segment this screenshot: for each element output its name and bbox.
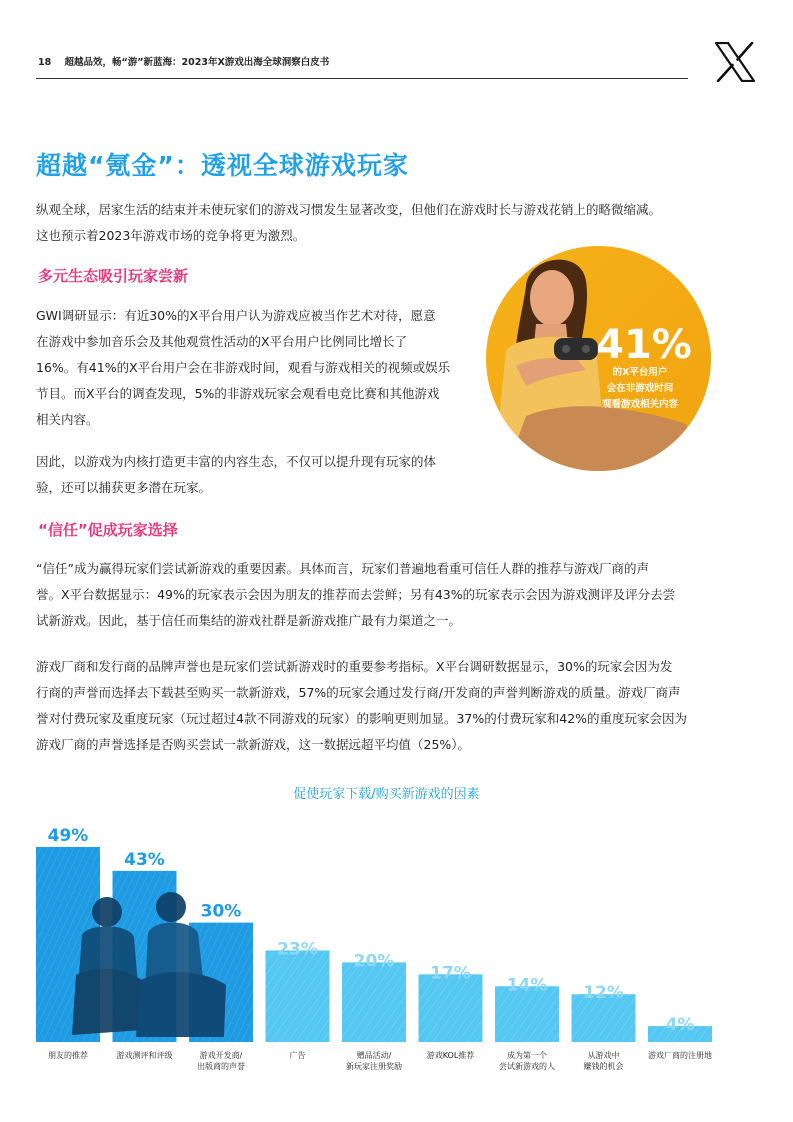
paragraph-line: 誉对付费玩家及重度玩家（玩过超过4款不同游戏的玩家）的影响更则加显。37%的付费玩家和42%的重度玩家会因为 <box>36 711 688 726</box>
callout-stat <box>486 246 711 471</box>
bar-value-label: 30% <box>200 901 242 922</box>
paragraph-line: 16%。有41%的X平台用户会在非游戏时间，观看与游戏相关的视频或娱乐 <box>36 360 451 375</box>
bar <box>342 962 406 1042</box>
paragraph-line: “信任”成为赢得玩家们尝试新游戏的重要因素。具体而言，玩家们普遍地看重可信任人群的推荐与游戏厂商的声 <box>36 561 649 576</box>
paragraph-line: 誉。X平台数据显示：49%的玩家表示会因为朋友的推荐而去尝鲜；另有43%的玩家表示会因为游戏测评及评分去尝 <box>36 587 676 602</box>
intro-paragraph <box>36 197 756 249</box>
bar-value-label: 23% <box>277 939 318 960</box>
paragraph-line: 节目。而X平台的调查发现，5%的非游戏玩家会观看电竞比赛和其他游戏 <box>36 386 440 401</box>
category-label: 赚钱的机会 <box>583 1062 624 1071</box>
intro-line: 这也预示着2023年游戏市场的竞争将更为激烈。 <box>36 228 306 243</box>
document-title: 超越品效，畅“游”新蓝海：2023年X游戏出海全球洞察白皮书 <box>64 57 330 68</box>
ecosystem-paragraph <box>36 303 476 433</box>
paragraph-line: 因此，以游戏为内核打造更丰富的内容生态，不仅可以提升现有玩家的体 <box>36 454 437 469</box>
bar-value-label: 20% <box>353 951 395 972</box>
paragraph-line: 游戏厂商的声誉选择是否购买尝试一款新游戏，这一数据远超平均值（25%）。 <box>36 737 471 752</box>
category-label: 出版商的声誉 <box>197 1062 245 1071</box>
callout-line: 的X平台用户 <box>612 367 668 378</box>
paragraph-line: GWI调研显示：有近30%的X平台用户认为游戏应被当作艺术对待，愿意 <box>36 308 436 323</box>
section-heading-ecosystem: 多元生态吸引玩家尝新 <box>38 267 189 285</box>
category-label: 从游戏中 <box>587 1051 620 1060</box>
paragraph-line: 游戏厂商和发行商的品牌声誉也是玩家们尝试新游戏时的重要参考指标。X平台调研数据显示，30%的玩家会因为发 <box>36 659 673 674</box>
paragraph-line: 相关内容。 <box>36 412 99 427</box>
x-logo-icon <box>714 42 756 82</box>
category-label: 成为第一个 <box>507 1051 547 1060</box>
bar-value-label: 14% <box>506 975 548 996</box>
callout-line: 会在非游戏时间 <box>606 383 674 394</box>
reputation-paragraph <box>36 654 756 758</box>
bar-value-label: 4% <box>665 1015 695 1036</box>
paragraph-line: 在游戏中参加音乐会及其他观赏性活动的X平台用户比例同比增长了 <box>36 334 408 349</box>
page-header <box>38 54 329 68</box>
bar <box>266 950 330 1042</box>
paragraph-line: 验，还可以捕获更多潜在玩家。 <box>36 480 212 495</box>
callout-percent: 41% <box>596 322 692 368</box>
bar-value-label: 12% <box>583 983 624 1004</box>
category-label: 新玩家注册奖励 <box>346 1062 402 1071</box>
ecosystem-conclusion-paragraph <box>36 449 476 501</box>
category-label: 游戏厂商的注册地 <box>648 1051 712 1060</box>
category-label: 游戏测评和评级 <box>116 1051 173 1060</box>
paragraph-line: 行商的声誉而选择去下载甚至购买一款新游戏，57%的玩家会通过发行商/开发商的声誉判断游戏的质量。游戏厂商声 <box>36 685 681 700</box>
header-divider <box>36 78 688 79</box>
bar-value-label: 43% <box>124 849 165 870</box>
category-label: 朋友的推荐 <box>48 1051 88 1060</box>
chart-title: 促使玩家下载/购买新游戏的因素 <box>293 787 480 802</box>
bar-chart <box>36 815 736 1080</box>
category-label: 尝试新游戏的人 <box>499 1062 555 1071</box>
category-label: 游戏KOL推荐 <box>426 1051 475 1060</box>
section-heading-trust: “信任”促成玩家选择 <box>38 521 178 539</box>
trust-paragraph <box>36 556 756 634</box>
hero-image-circle <box>486 246 711 471</box>
bar-value-label: 17% <box>430 963 471 984</box>
paragraph-line: 试新游戏。因此，基于信任而集结的游戏社群是新游戏推广最有力渠道之一。 <box>36 613 462 628</box>
bar <box>419 974 483 1042</box>
category-label: 游戏开发商/ <box>199 1051 243 1060</box>
bar-value-label: 49% <box>47 826 89 846</box>
category-label: 广告 <box>289 1051 306 1060</box>
page-number: 18 <box>38 57 52 68</box>
page-title: 超越“氪金”：透视全球游戏玩家 <box>36 151 409 180</box>
intro-line: 纵观全球，居家生活的结束并未使玩家们的游戏习惯发生显著改变，但他们在游戏时长与游戏花销上的略微缩减。 <box>36 202 662 217</box>
callout-line: 观看游戏相关内容 <box>601 399 679 410</box>
category-label: 赠品活动/ <box>356 1051 392 1060</box>
